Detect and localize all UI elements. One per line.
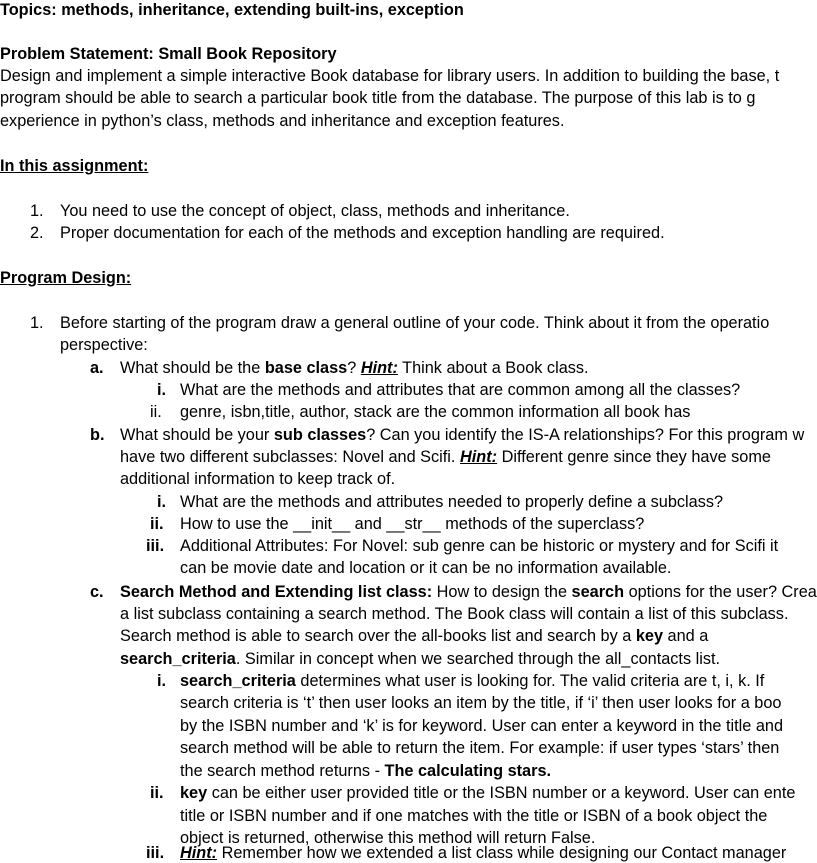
item-b-ii-label: ii.: [150, 515, 164, 533]
assignment-item-2: Proper documentation for each of the methods and exception handling are required.: [60, 224, 665, 242]
item-c-ii-line-2: title or ISBN number and if one matches with the title or ISBN of a book object the: [180, 807, 768, 825]
item-c-i-line-4: search method will be able to return the item. For example: if user types ‘stars’ then: [180, 739, 780, 757]
item-b-iii-label: iii.: [146, 537, 165, 555]
assignment-item-1: You need to use the concept of object, class, methods and inheritance.: [60, 202, 570, 220]
item-b-ii-text: How to use the __init__ and __str__ methods of the superclass?: [180, 515, 645, 533]
item-a-ii-text: genre, isbn,title, author, stack are the common information all book has: [180, 403, 691, 421]
item-c-line-4: search_criteria. Similar in concept when we searched through the all_contacts list.: [120, 650, 721, 668]
assignment-item-1-number: 1.: [30, 202, 44, 220]
assignment-item-2-number: 2.: [30, 224, 44, 242]
item-a-label: a.: [90, 359, 104, 377]
problem-line-1: Design and implement a simple interactive Book database for library users. In addition to building the base, t: [0, 67, 780, 85]
design-item-1-number: 1.: [30, 314, 44, 332]
item-c-i-line-5: the search method returns - The calculating stars.: [180, 762, 552, 780]
cut-off-line-area: [0, 844, 808, 862]
item-c-i-line-1: search_criteria determines what user is looking for. The valid criteria are t, i, k. If: [180, 672, 765, 690]
item-a-i-label: i.: [157, 381, 167, 399]
item-b-line-1: What should be your sub classes? Can you identify the IS-A relationships? For this program w: [120, 426, 805, 444]
item-b-iii-line-2: can be movie date and location or it can be no information available.: [180, 559, 672, 577]
item-a-i-text: What are the methods and attributes that are common among all the classes?: [180, 381, 741, 399]
item-c-iii-text: Hint: Remember how we extended a list class while designing our Contact manager: [180, 844, 787, 862]
item-c-line-1: Search Method and Extending list class: How to design the search options for the user? Crea: [120, 583, 817, 601]
item-b-iii-line-1: Additional Attributes: For Novel: sub genre can be historic or mystery and for Scifi it: [180, 537, 779, 555]
problem-line-2: program should be able to search a particular book title from the database. The purpose of this lab is to g: [0, 89, 756, 107]
problem-heading: Problem Statement: Small Book Repository: [0, 45, 337, 63]
item-c-i-line-2: search criteria is ‘t’ then user looks an item by the title, if ‘i’ then user looks for a boo: [180, 694, 782, 712]
item-b-label: b.: [90, 426, 105, 444]
item-b-line-2: have two different subclasses: Novel and Scifi. Hint: Different genre since they have some: [120, 448, 771, 466]
item-c-ii-line-3: object is returned, otherwise this method will return False.: [180, 829, 596, 847]
item-b-i-text: What are the methods and attributes needed to properly define a subclass?: [180, 493, 724, 511]
item-c-ii-label: ii.: [150, 784, 164, 802]
item-c-iii-label: iii.: [146, 844, 165, 862]
item-c-line-3: Search method is able to search over the all-books list and search by a key and a: [120, 627, 709, 645]
item-c-i-line-3: by the ISBN number and ‘k’ is for keyword. User can enter a keyword in the title and: [180, 717, 783, 735]
problem-line-3: experience in python’s class, methods and inheritance and exception features.: [0, 112, 565, 130]
item-c-i-label: i.: [157, 672, 167, 690]
design-item-1-line-1: Before starting of the program draw a general outline of your code. Think about it from the operatio: [60, 314, 770, 332]
item-a-text: What should be the base class? Hint: Think about a Book class.: [120, 359, 589, 377]
item-b-line-3: additional information to keep track of.: [120, 470, 396, 488]
item-c-label: c.: [90, 583, 104, 601]
item-c-ii-line-1: key can be either user provided title or the ISBN number or a keyword. User can ente: [180, 784, 796, 802]
item-c-line-2: a list subclass containing a search method. The Book class will contain a list of this subclass.: [120, 605, 789, 623]
design-heading: Program Design:: [0, 269, 132, 287]
item-b-i-label: i.: [157, 493, 167, 511]
design-item-1-line-2: perspective:: [60, 336, 148, 354]
item-a-ii-label: ii.: [150, 403, 162, 421]
topics-line: Topics: methods, inheritance, extending built-ins, exception: [0, 1, 464, 19]
assignment-heading: In this assignment:: [0, 157, 149, 175]
